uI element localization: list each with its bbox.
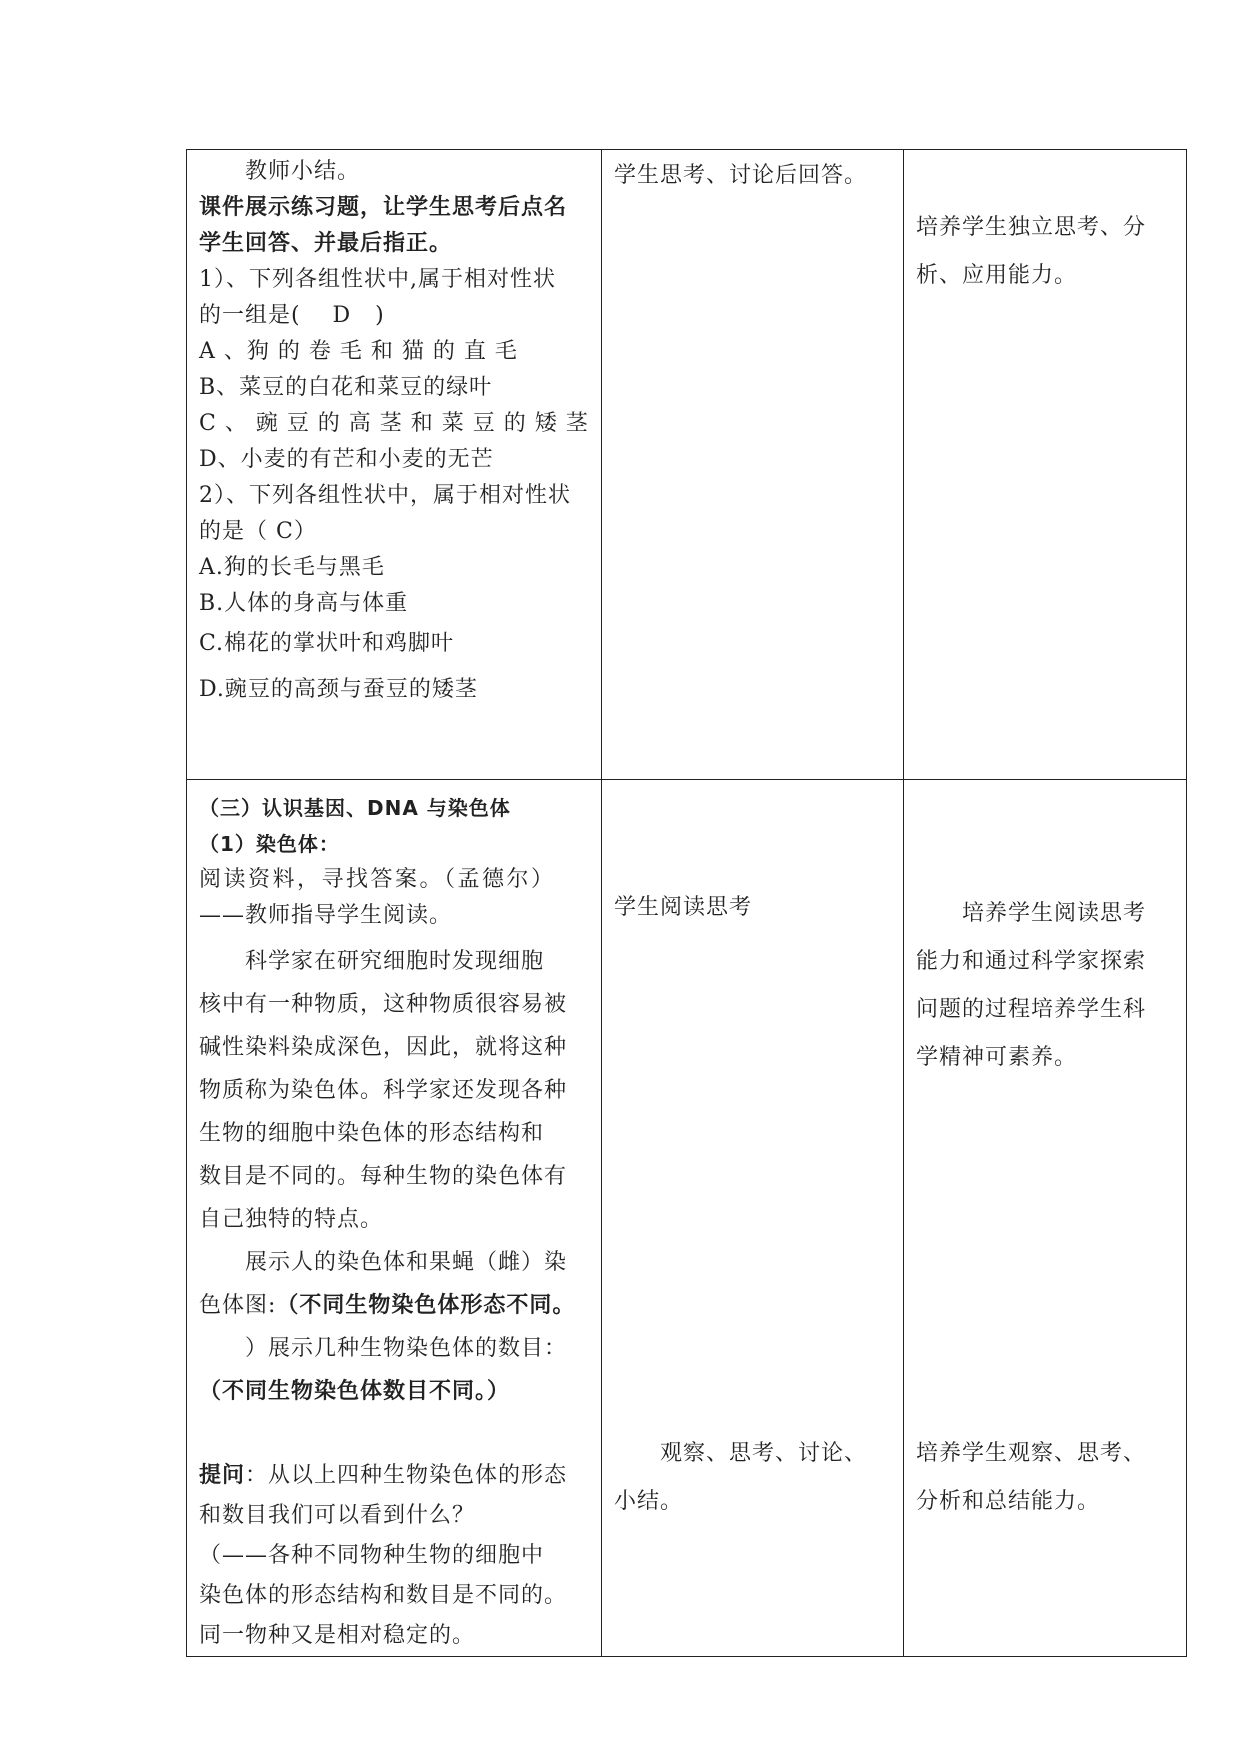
- table-row: [187, 780, 1187, 1657]
- show-line: ）展示几种生物染色体的数目：: [245, 1336, 568, 1361]
- answer-line: （——各种不同物种生物的细胞中: [199, 1543, 545, 1568]
- answer-line: 同一物种又是相对稳定的。: [199, 1623, 476, 1648]
- question-stem: 2）、下列各组性状中，属于相对性状: [199, 483, 571, 508]
- table-row: [187, 150, 1187, 780]
- purpose-line: 析、应用能力。: [916, 263, 1078, 288]
- question-option: C 、 豌 豆 的 高 茎 和 菜 豆 的 矮 茎: [199, 411, 589, 436]
- student-activity-text: 观察、思考、讨论、: [660, 1441, 868, 1466]
- paragraph-line: 物质称为染色体。科学家还发现各种: [199, 1078, 568, 1103]
- question-text: ：从以上四种生物染色体的形态: [245, 1463, 568, 1488]
- question-stem: 的一组是( D ): [199, 303, 385, 328]
- question-label: 提问: [199, 1463, 246, 1488]
- student-activity-text: 学生阅读思考: [614, 895, 753, 920]
- instruction-line: 课件展示练习题，让学生思考后点名: [199, 195, 568, 220]
- teacher-activity-cell: [187, 780, 602, 1657]
- student-activity-text: 小结。: [614, 1489, 684, 1514]
- show-emphasis: （不同生物染色体数目不同。）: [199, 1379, 511, 1404]
- question-line: [199, 1456, 591, 1496]
- paragraph-line: 科学家在研究细胞时发现细胞: [245, 949, 545, 974]
- student-activity-cell: [602, 150, 904, 780]
- show-line: [199, 1284, 591, 1327]
- purpose-line: 培养学生独立思考、分: [916, 215, 1147, 240]
- paragraph-line: 数目是不同的。每种生物的染色体有: [199, 1164, 568, 1189]
- show-emphasis: （不同生物染色体形态不同。: [276, 1293, 576, 1318]
- student-activity-cell: [602, 780, 904, 1657]
- question-stem: 1）、下列各组性状中,属于相对性状: [199, 267, 556, 292]
- purpose-line: 学精神可素养。: [916, 1045, 1078, 1070]
- question-option: C.棉花的掌状叶和鸡脚叶: [199, 631, 455, 656]
- teacher-activity-cell: [187, 150, 602, 780]
- paragraph-line: 碱性染料染成深色，因此，就将这种: [199, 1035, 568, 1060]
- section-heading: （三）认识基因、DNA 与染色体: [199, 796, 511, 820]
- question-option: B.人体的身高与体重: [199, 591, 409, 616]
- question-option: A 、狗 的 卷 毛 和 猫 的 直 毛: [199, 339, 518, 364]
- question-option: D、小麦的有芒和小麦的无芒: [199, 447, 494, 472]
- lesson-plan-table: [186, 149, 1187, 1657]
- purpose-line: 能力和通过科学家探索: [916, 949, 1147, 974]
- purpose-line: 培养学生观察、思考、: [916, 1441, 1147, 1466]
- paragraph-line: 生物的细胞中染色体的形态结构和: [199, 1121, 545, 1146]
- question-option: A.狗的长毛与黑毛: [199, 555, 385, 580]
- question-stem: 的是（ C）: [199, 519, 317, 544]
- purpose-line: 分析和总结能力。: [916, 1489, 1101, 1514]
- purpose-line: 问题的过程培养学生科: [916, 997, 1147, 1022]
- reading-prompt: 阅读资料，寻找答案。（孟德尔）: [199, 867, 556, 892]
- purpose-line: 培养学生阅读思考: [962, 901, 1147, 926]
- teacher-summary: 教师小结。: [245, 159, 361, 184]
- question-option: B、菜豆的白花和菜豆的绿叶: [199, 375, 493, 400]
- teacher-guide: ——教师指导学生阅读。: [199, 903, 453, 928]
- question-line: 和数目我们可以看到什么？: [199, 1503, 476, 1528]
- design-purpose-cell: [904, 780, 1187, 1657]
- subsection-heading: （1）染色体：: [199, 832, 340, 856]
- design-purpose-cell: [904, 150, 1187, 780]
- instruction-line: 学生回答、并最后指正。: [199, 231, 453, 256]
- answer-line: 染色体的形态结构和数目是不同的。: [199, 1583, 568, 1608]
- paragraph-line: 核中有一种物质，这种物质很容易被: [199, 992, 568, 1017]
- question-option: D.豌豆的高颈与蚕豆的矮茎: [199, 677, 478, 702]
- show-line: 展示人的染色体和果蝇（雌）染: [245, 1250, 568, 1275]
- student-activity-text: 学生思考、讨论后回答。: [614, 163, 868, 188]
- paragraph-line: 自己独特的特点。: [199, 1207, 384, 1232]
- show-text: 色体图:: [199, 1293, 277, 1318]
